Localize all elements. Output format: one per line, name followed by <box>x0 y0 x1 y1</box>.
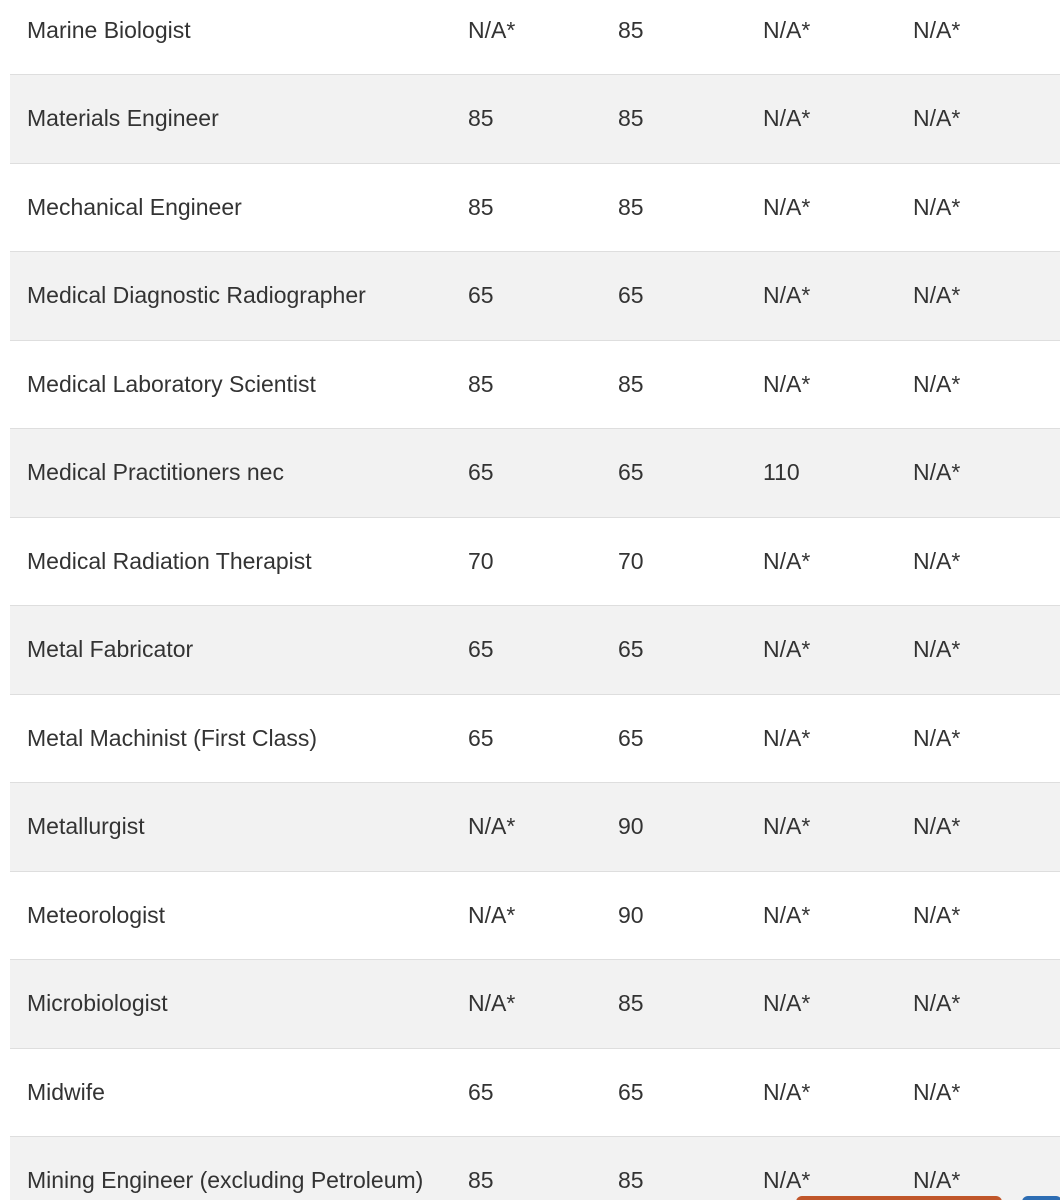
floating-action-button-blue[interactable] <box>1022 1196 1060 1200</box>
score-col-3: 110 <box>763 429 913 518</box>
score-col-4: N/A* <box>913 163 1060 252</box>
score-col-2: 85 <box>618 163 763 252</box>
occupation-name: Metal Fabricator <box>10 606 468 695</box>
table-row <box>10 429 1060 518</box>
score-col-1: 70 <box>468 517 618 606</box>
score-col-2: 85 <box>618 1137 763 1200</box>
occupation-name: Mining Engineer (excluding Petroleum) <box>10 1137 468 1200</box>
score-col-2: 85 <box>618 75 763 164</box>
score-col-1: 65 <box>468 1048 618 1137</box>
occupation-name: Midwife <box>10 1048 468 1137</box>
score-col-3: N/A* <box>763 960 913 1049</box>
score-col-1: N/A* <box>468 0 618 75</box>
score-col-3: N/A* <box>763 340 913 429</box>
score-col-4: N/A* <box>913 606 1060 695</box>
table-row <box>10 694 1060 783</box>
score-col-3: N/A* <box>763 1048 913 1137</box>
score-col-1: 85 <box>468 1137 618 1200</box>
score-col-2: 65 <box>618 252 763 341</box>
score-col-4: N/A* <box>913 960 1060 1049</box>
score-col-1: 65 <box>468 606 618 695</box>
table-row <box>10 517 1060 606</box>
score-col-4: N/A* <box>913 1137 1060 1200</box>
occupation-name: Materials Engineer <box>10 75 468 164</box>
score-col-2: 65 <box>618 606 763 695</box>
score-col-2: 85 <box>618 960 763 1049</box>
occupation-name: Meteorologist <box>10 871 468 960</box>
score-col-1: 85 <box>468 75 618 164</box>
score-col-4: N/A* <box>913 340 1060 429</box>
score-col-4: N/A* <box>913 252 1060 341</box>
table-row <box>10 960 1060 1049</box>
occupation-name: Metallurgist <box>10 783 468 872</box>
score-col-4: N/A* <box>913 783 1060 872</box>
score-col-1: N/A* <box>468 783 618 872</box>
table-row <box>10 75 1060 164</box>
score-col-1: 65 <box>468 429 618 518</box>
score-col-3: N/A* <box>763 75 913 164</box>
score-col-2: 70 <box>618 517 763 606</box>
occupation-name: Medical Diagnostic Radiographer <box>10 252 468 341</box>
score-col-2: 90 <box>618 783 763 872</box>
score-col-1: 65 <box>468 694 618 783</box>
score-col-1: N/A* <box>468 871 618 960</box>
score-col-1: 85 <box>468 340 618 429</box>
score-col-2: 65 <box>618 1048 763 1137</box>
table-row <box>10 606 1060 695</box>
score-col-3: N/A* <box>763 517 913 606</box>
table-row <box>10 0 1060 75</box>
score-col-4: N/A* <box>913 0 1060 75</box>
occupation-name: Medical Radiation Therapist <box>10 517 468 606</box>
table-row <box>10 252 1060 341</box>
score-col-2: 85 <box>618 340 763 429</box>
score-col-2: 85 <box>618 0 763 75</box>
occupation-name: Marine Biologist <box>10 0 468 75</box>
occupation-name: Medical Practitioners nec <box>10 429 468 518</box>
score-col-4: N/A* <box>913 694 1060 783</box>
table-body <box>10 0 1060 1200</box>
score-col-3: N/A* <box>763 0 913 75</box>
occupation-name: Mechanical Engineer <box>10 163 468 252</box>
score-col-4: N/A* <box>913 517 1060 606</box>
score-col-3: N/A* <box>763 252 913 341</box>
table-row <box>10 1137 1060 1200</box>
table-row <box>10 1048 1060 1137</box>
occupation-name: Metal Machinist (First Class) <box>10 694 468 783</box>
score-col-2: 65 <box>618 429 763 518</box>
score-col-2: 65 <box>618 694 763 783</box>
score-col-4: N/A* <box>913 429 1060 518</box>
score-col-3: N/A* <box>763 163 913 252</box>
score-col-3: N/A* <box>763 606 913 695</box>
score-col-3: N/A* <box>763 694 913 783</box>
score-col-2: 90 <box>618 871 763 960</box>
occupation-name: Microbiologist <box>10 960 468 1049</box>
occupation-name: Medical Laboratory Scientist <box>10 340 468 429</box>
score-col-3: N/A* <box>763 783 913 872</box>
score-col-1: 65 <box>468 252 618 341</box>
score-col-4: N/A* <box>913 1048 1060 1137</box>
occupation-points-table-container <box>10 0 1060 1200</box>
table-row <box>10 783 1060 872</box>
table-row <box>10 163 1060 252</box>
table-row <box>10 871 1060 960</box>
table-row <box>10 340 1060 429</box>
score-col-3: N/A* <box>763 1137 913 1200</box>
score-col-1: 85 <box>468 163 618 252</box>
score-col-4: N/A* <box>913 75 1060 164</box>
score-col-4: N/A* <box>913 871 1060 960</box>
occupation-points-table <box>10 0 1060 1200</box>
score-col-1: N/A* <box>468 960 618 1049</box>
score-col-3: N/A* <box>763 871 913 960</box>
floating-action-button-orange[interactable] <box>796 1196 1002 1200</box>
